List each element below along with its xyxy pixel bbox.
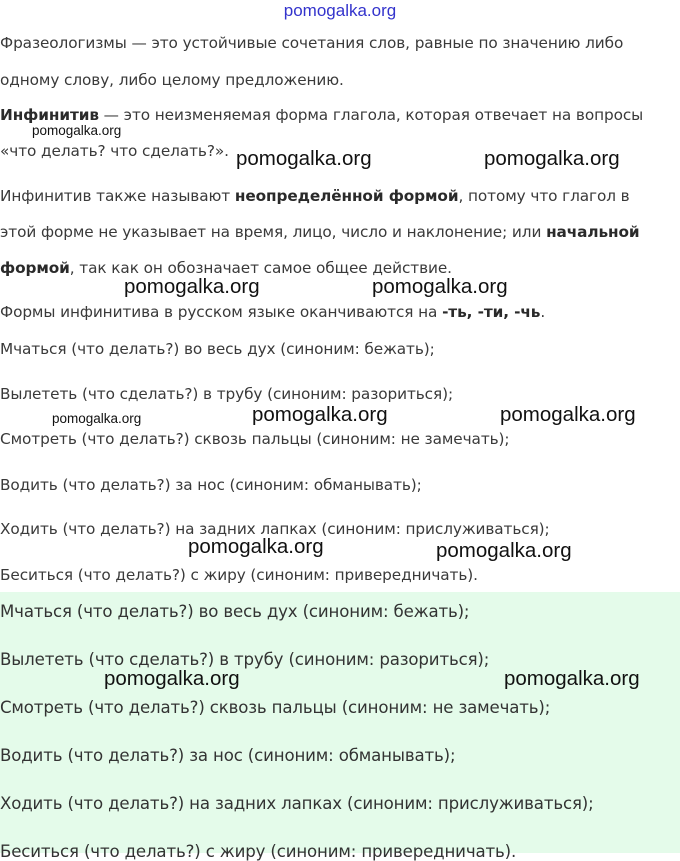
answer-item: Мчаться (что делать?) во весь дух (синоним: бежать); xyxy=(0,602,470,621)
example-item: Вылететь (что сделать?) в трубу (синоним: разориться); xyxy=(0,385,453,403)
also-called-line3-text: , так как он обозначает самое общее действие. xyxy=(69,259,452,277)
term-initial: начальной xyxy=(546,223,640,241)
watermark: pomogalka.org xyxy=(484,147,620,170)
answer-item: Беситься (что делать?) с жиру (синоним: привередничать). xyxy=(0,842,517,861)
watermark: pomogalka.org xyxy=(124,275,260,298)
watermark: pomogalka.org xyxy=(104,667,240,690)
watermark: pomogalka.org xyxy=(52,411,142,426)
example-item: Беситься (что делать?) с жиру (синоним: привередничать). xyxy=(0,566,478,584)
watermark: pomogalka.org xyxy=(372,275,508,298)
endings-start: Формы инфинитива в русском языке оканчиваются на xyxy=(0,303,443,321)
watermark: pomogalka.org xyxy=(188,535,324,558)
watermark: pomogalka.org xyxy=(436,539,572,562)
watermark: pomogalka.org xyxy=(500,403,636,426)
also-called-start: Инфинитив также называют xyxy=(0,187,235,205)
also-called-line2-text: этой форме не указывает на время, лицо, число и наклонение; или xyxy=(0,223,547,241)
watermark: pomogalka.org xyxy=(504,667,640,690)
also-called-end: , потому что глагол в xyxy=(458,187,630,205)
example-item: Смотреть (что делать?) сквозь пальцы (синоним: не замечать); xyxy=(0,430,510,448)
also-called-line2 xyxy=(0,223,640,241)
infinitive-term: Инфинитив xyxy=(0,106,99,124)
answer-item: Вылететь (что сделать?) в трубу (синоним: разориться); xyxy=(0,650,490,669)
term-form: формой xyxy=(0,259,70,277)
endings-text xyxy=(0,303,545,321)
infinitive-questions: «что делать? что сделать?». xyxy=(0,142,229,160)
term-indefinite-form: неопределённой формой xyxy=(234,187,459,205)
endings-end: . xyxy=(540,303,546,321)
site-logo[interactable]: pomogalka.org xyxy=(283,1,397,20)
watermark: pomogalka.org xyxy=(252,403,388,426)
answer-item: Смотреть (что делать?) сквозь пальцы (синоним: не замечать); xyxy=(0,698,551,717)
also-called-line1 xyxy=(0,187,630,205)
answer-item: Ходить (что делать?) на задних лапках (синоним: прислуживаться); xyxy=(0,794,594,813)
example-item: Мчаться (что делать?) во весь дух (синоним: бежать); xyxy=(0,340,435,358)
definition-text-line2: одному слову, либо целому предложению. xyxy=(0,71,344,89)
definition-text: Фразеологизмы — это устойчивые сочетания слов, равные по значению либо xyxy=(0,34,624,52)
watermark: pomogalka.org xyxy=(32,123,122,138)
answer-item: Водить (что делать?) за нос (синоним: обманывать); xyxy=(0,746,456,765)
watermark: pomogalka.org xyxy=(236,147,372,170)
infinitive-text: — это неизменяемая форма глагола, которая отвечает на вопросы xyxy=(98,106,644,124)
infinitive-definition xyxy=(0,106,643,124)
example-item: Водить (что делать?) за нос (синоним: обманывать); xyxy=(0,476,422,494)
endings-suffixes: -ть, -ти, -чь xyxy=(442,303,541,321)
example-item: Ходить (что делать?) на задних лапках (синоним: прислуживаться); xyxy=(0,520,550,538)
answer-block xyxy=(0,592,680,861)
